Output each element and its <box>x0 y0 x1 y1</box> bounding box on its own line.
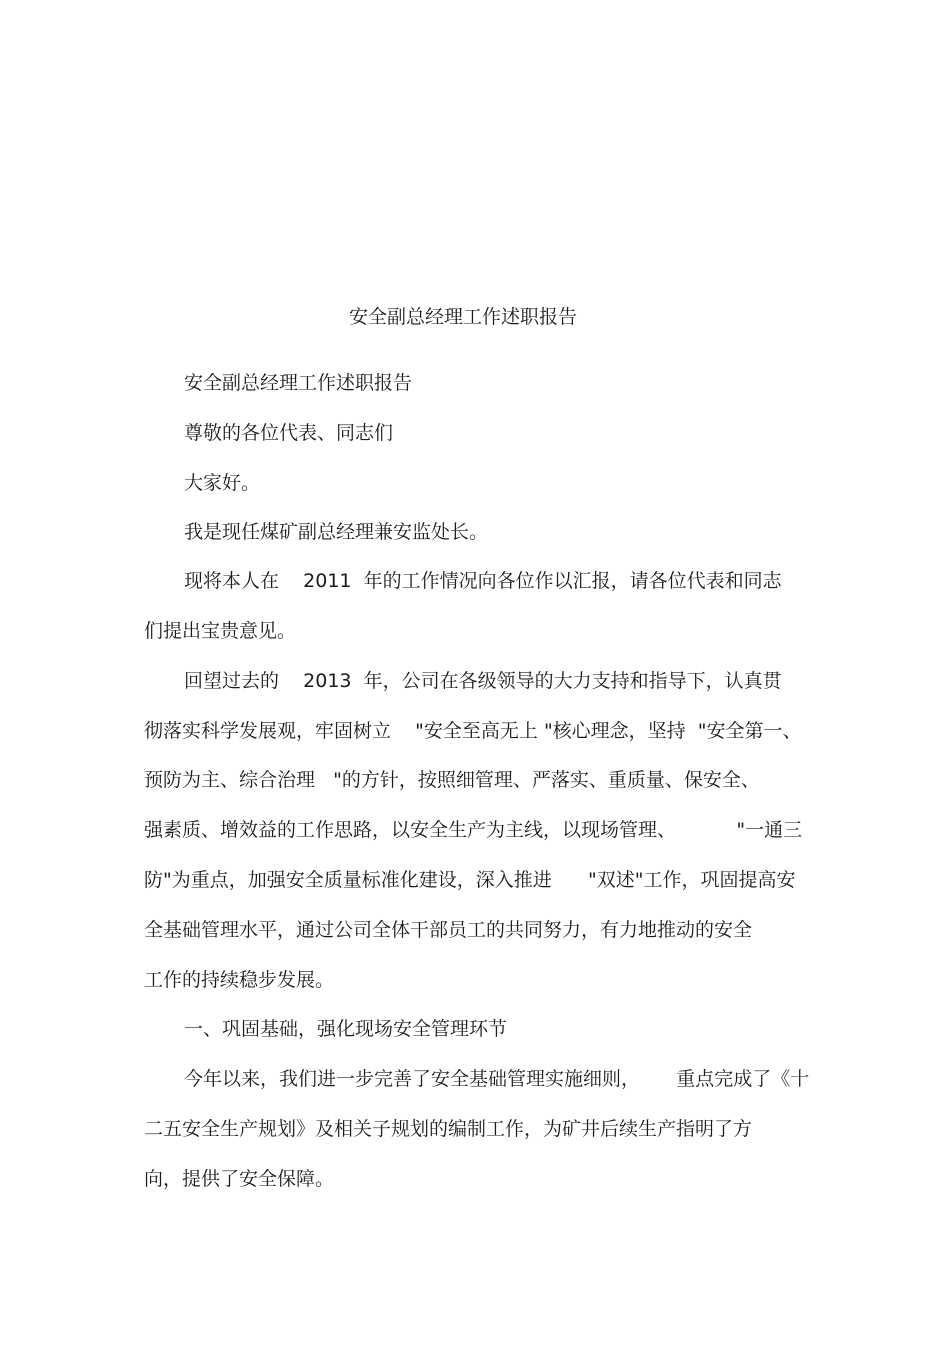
paragraph-line: 防"为重点，加强安全质量标准化建设，深入推进 "双述"工作，巩固提高安 <box>144 869 796 891</box>
paragraph-line: 回望过去的 2013 年，公司在各级领导的大力支持和指导下，认真贯 <box>184 670 782 692</box>
section-heading: 一、巩固基础，强化现场安全管理环节 <box>184 1018 508 1040</box>
paragraph-line: 向，提供了安全保障。 <box>144 1168 335 1190</box>
paragraph-line: 二五安全生产规划》及相关子规划的编制工作，为矿井后续生产指明了方 <box>144 1118 753 1140</box>
paragraph-line: 们提出宝贵意见。 <box>144 620 297 642</box>
paragraph-line: 尊敬的各位代表、同志们 <box>184 422 394 444</box>
document-title: 安全副总经理工作述职报告 <box>348 306 577 328</box>
paragraph-line: 强素质、增效益的工作思路，以安全生产为主线，以现场管理、 "一通三 <box>144 819 803 841</box>
paragraph-line: 预防为主、综合治理 "的方针，按照细管理、严落实、重质量、保安全、 <box>144 769 760 791</box>
paragraph-line: 今年以来，我们进一步完善了安全基础管理实施细则， 重点完成了《十 <box>184 1068 810 1090</box>
paragraph-line: 我是现任煤矿副总经理兼安监处长。 <box>184 521 489 543</box>
paragraph-line: 安全副总经理工作述职报告 <box>184 372 413 394</box>
paragraph-line: 全基础管理水平，通过公司全体干部员工的共同努力，有力地推动的安全 <box>144 919 753 941</box>
paragraph-line: 彻落实科学发展观，牢固树立 "安全至高无上 "核心理念，坚持 "安全第一、 <box>144 720 802 742</box>
paragraph-line: 现将本人在 2011 年的工作情况向各位作以汇报，请各位代表和同志 <box>184 570 782 592</box>
paragraph-line: 工作的持续稳步发展。 <box>144 969 335 991</box>
paragraph-line: 大家好。 <box>184 472 261 494</box>
